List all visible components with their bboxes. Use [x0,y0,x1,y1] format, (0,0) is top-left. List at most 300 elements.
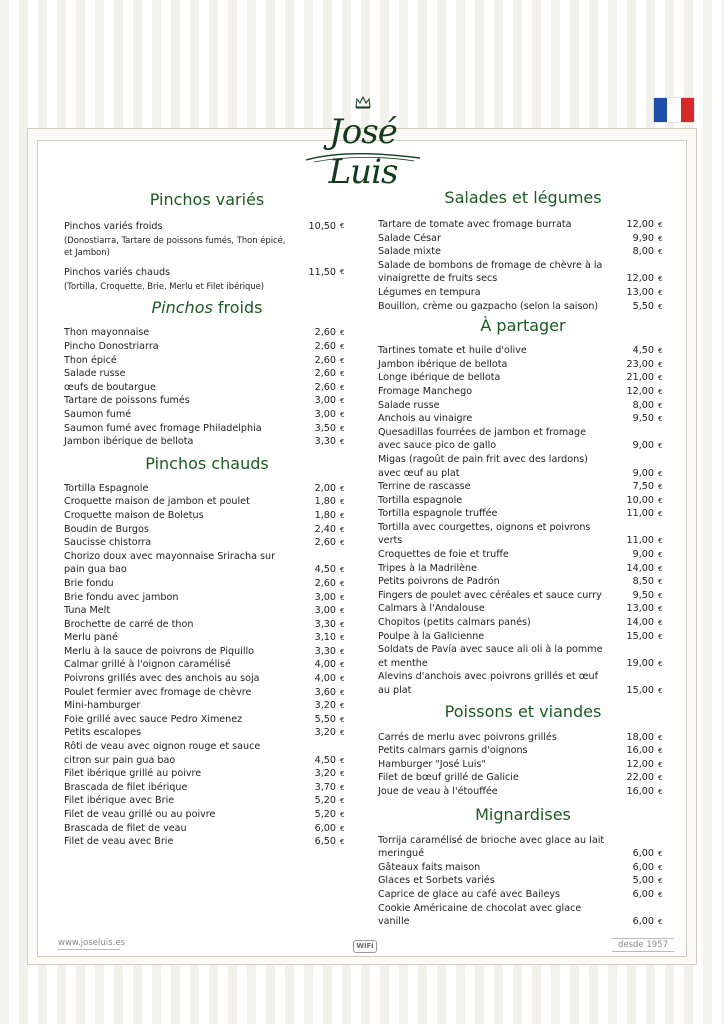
menu-item [378,731,668,745]
menu-item-name: Longe ibérique de bellota [378,372,501,384]
menu-item-price: 6,00 [314,822,336,834]
menu-item-name: Filet ibérique grillé au poivre [64,768,202,780]
section-title-partager: À partager [480,316,566,336]
menu-item-name: Pincho Donostriarra [64,341,159,352]
menu-item [378,426,668,453]
menu-item [64,509,350,523]
menu-item-name: Jambon ibérique de bellota [378,358,508,370]
crown-icon [355,95,371,109]
menu-item [378,385,668,399]
menu-item-name: Brochette de carré de thon [64,618,194,630]
menu-item-name: Saumon fumé avec fromage Philadelphia [64,422,262,434]
euro-symbol: € [658,551,663,560]
menu-item-name: Tartare de tomate avec fromage burrata [378,219,572,230]
menu-item-price: 16,00 [626,785,654,797]
euro-symbol: € [658,632,663,641]
menu-item-price: 4,00 [314,659,336,671]
euro-symbol: € [658,774,663,783]
menu-item-price: 6,00 [632,888,654,900]
menu-item-name: Gâteaux faits maison [378,861,481,873]
euro-symbol: € [658,890,663,899]
menu-item-price: 1,80 [314,509,336,521]
menu-item-price: 3,60 [314,686,336,698]
menu-item-price: 6,00 [632,861,654,873]
menu-item-name: Brascada de filet ibérique [64,781,188,793]
menu-item-price: 11,00 [626,535,654,547]
menu-item-name: Tortilla Espagnole [64,482,149,494]
menu-item-price: 3,30 [314,436,336,448]
menu-item-price: 9,50 [632,589,654,601]
left-column [64,190,350,849]
menu-item-name: Carrés de merlu avec poivrons grillés [378,731,557,743]
menu-item-name: Caprice de glace au café avec Baileys [378,888,561,900]
menu-item-name: Poulpe à la Galicienne [378,630,485,642]
menu-item [64,408,350,422]
menu-item-name: Saucisse chistorra [64,537,152,549]
list-mignardises [378,834,668,929]
menu-item-price: 23,00 [626,358,654,370]
menu-item [378,575,668,589]
euro-symbol: € [658,374,663,383]
menu-item-name: Bouillon, crème ou gazpacho (selon la saison) [378,300,599,312]
euro-symbol: € [340,661,345,670]
menu-item-name: Mini-hamburger [64,700,141,712]
france-flag-icon[interactable] [654,98,694,122]
menu-item [378,399,668,413]
logo-underline-flourish [304,148,422,164]
menu-item-name: Glaces et Sorbets variés [378,875,495,887]
menu-item [64,326,350,340]
euro-symbol: € [658,537,663,546]
menu-item-price: 19,00 [626,657,654,669]
menu-item-name: Quesadillas fourrées de jambon et fromage avec sauce pico de gallo [378,426,587,452]
menu-item-name: Brie fondu avec jambon [64,591,179,603]
title-italic-part: Pinchos [151,298,213,318]
euro-symbol: € [658,469,663,478]
euro-symbol: € [340,715,345,724]
euro-symbol: € [658,578,663,587]
menu-item-name: Petits calmars garnis d'oignons [378,745,528,757]
menu-item [378,562,668,576]
euro-symbol: € [658,605,663,614]
list-pinchos-chauds [64,482,350,849]
section-title-pinchos-froids [64,298,350,318]
menu-item-name: Thon mayonnaise [64,327,150,339]
euro-symbol: € [658,415,663,424]
menu-item-name: Calmars à l'Andalouse [378,603,485,615]
euro-symbol: € [340,438,345,447]
euro-symbol: € [340,607,345,616]
euro-symbol: € [340,620,345,629]
menu-item-price: 14,00 [626,617,654,629]
menu-item-name: Salade russe [378,399,440,411]
menu-item-price: 12,00 [626,273,654,285]
euro-symbol: € [658,275,663,284]
euro-symbol: € [340,729,345,738]
euro-symbol: € [340,484,345,493]
menu-item [64,591,350,605]
menu-item [64,767,350,781]
list-partager [378,344,668,697]
euro-symbol: € [658,221,663,229]
menu-item [378,218,668,232]
menu-item [378,744,668,758]
menu-item-name: Terrine de rascasse [378,481,471,493]
menu-item-price: 9,50 [632,413,654,425]
euro-symbol: € [658,850,663,859]
euro-symbol: € [658,496,663,505]
menu-item [378,453,668,480]
menu-item-name: Alevins d'anchois avec poivrons grillés et œuf au plat [378,671,599,696]
menu-item-name: Tartines tomate et huile d'olive [378,345,527,357]
menu-item-price: 8,00 [632,399,654,411]
menu-item [378,758,668,772]
menu-item-name: Tripes à la Madrilène [378,562,478,574]
menu-item-price: 3,20 [314,727,336,739]
menu-item-price: 5,50 [314,713,336,725]
euro-symbol: € [658,687,663,695]
menu-item [64,713,350,727]
menu-item [378,670,668,697]
euro-symbol: € [658,248,663,257]
menu-item-price: 3,00 [314,605,336,617]
menu-item-price: 3,00 [314,408,336,420]
euro-symbol: € [658,787,663,796]
menu-item [64,381,350,395]
menu-item [378,630,668,644]
euro-symbol: € [658,591,663,600]
menu-item [64,645,350,659]
menu-item-price: 3,10 [314,632,336,644]
menu-item-name: Filet de bœuf grillé de Galicie [378,772,519,784]
flag-stripe-red [681,98,694,122]
menu-item-price: 4,50 [314,564,336,576]
euro-symbol: € [340,675,345,684]
menu-item [378,412,668,426]
menu-item-price: 15,00 [626,685,654,696]
menu-item-name: Pinchos variés chauds [64,267,171,279]
menu-item-name: Cookie Américaine de chocolat avec glace vanille [378,902,582,928]
menu-item [64,604,350,618]
menu-item [64,835,350,849]
euro-symbol: € [340,539,345,548]
menu-item [64,536,350,550]
footer-website-link[interactable]: www.joseluis.es [58,938,125,948]
menu-item [378,874,668,888]
menu-item-name: Fromage Manchego [378,385,473,397]
menu-item [64,367,350,381]
menu-item-price: 9,00 [632,440,654,452]
menu-item [64,523,350,537]
euro-symbol: € [340,824,345,833]
menu-item [378,300,668,314]
euro-symbol: € [340,688,345,697]
euro-symbol: € [658,234,663,243]
section-title-poissons: Poissons et viandes [444,701,602,721]
menu-item [64,266,350,292]
menu-item [378,480,668,494]
menu-item-price: 1,80 [314,496,336,508]
euro-symbol: € [658,483,663,492]
menu-item-name: Tuna Melt [64,605,111,617]
jose-luis-logo [300,92,426,192]
menu-item [378,232,668,246]
euro-symbol: € [340,634,345,643]
menu-item-name: Petits poivrons de Padrón [378,576,500,588]
menu-item-price: 2,60 [314,577,336,589]
menu-item-price: 2,60 [314,368,336,380]
menu-item-price: 4,50 [632,345,654,357]
menu-item [378,494,668,508]
list-pinchos-varies [64,220,350,292]
menu-item-name: Torrija caramélisé de brioche avec glace au lait meringué [378,834,605,860]
menu-item [64,686,350,700]
euro-symbol: € [658,877,663,886]
flag-stripe-blue [654,98,667,122]
euro-symbol: € [658,564,663,573]
menu-item-price: 9,00 [632,467,654,479]
menu-item-price: 13,00 [626,286,654,298]
euro-symbol: € [340,579,345,588]
menu-item [64,781,350,795]
euro-symbol: € [340,811,345,819]
euro-symbol: € [658,760,663,769]
menu-item [378,785,668,799]
menu-item-name: Joue de veau à l'étouffée [378,785,498,797]
menu-item-price: 4,00 [314,673,336,685]
menu-item-name: Jambon ibérique de bellota [64,436,194,448]
menu-item [64,394,350,408]
menu-item-price: 2,60 [314,327,336,339]
menu-item-price: 3,00 [314,395,336,407]
euro-symbol: € [340,268,345,277]
menu-item-price: 9,90 [632,232,654,244]
menu-item [378,286,668,300]
menu-item-price: 16,00 [626,745,654,757]
menu-item-price: 11,00 [626,508,654,520]
menu-item-price: 4,50 [314,754,336,766]
menu-item-price: 2,60 [314,537,336,549]
menu-item-name: Chopitos (petits calmars panés) [378,617,531,629]
list-pinchos-froids [64,326,350,448]
euro-symbol: € [340,525,345,534]
menu-item-name: Croquettes de foie et truffe [378,549,509,561]
euro-symbol: € [340,797,345,806]
menu-item-price: 6,00 [632,916,654,928]
menu-item-price: 2,60 [314,381,336,393]
menu-item [64,808,350,822]
menu-item [378,259,668,286]
menu-item-name: Tortilla espagnole truffée [378,508,498,520]
flag-stripe-white [667,98,680,122]
euro-symbol: € [340,498,345,507]
menu-item [64,631,350,645]
euro-symbol: € [340,343,345,351]
menu-item-name: Rôti de veau avec oignon rouge et sauce citron sur pain gua bao [64,741,261,766]
menu-item [64,726,350,740]
menu-item [64,340,350,354]
menu-item-name: Boudin de Burgos [64,523,149,535]
menu-item-name: Tortilla espagnole [378,494,463,506]
euro-symbol: € [340,647,345,656]
menu-item [64,577,350,591]
menu-item [64,354,350,368]
menu-item-name: Calmar grillé à l'oignon caramélisé [64,659,231,671]
menu-item-name: Pinchos variés froids [64,221,163,232]
menu-item-name: Migas (ragoût de pain frit avec des lardons) avec œuf au plat [378,453,588,479]
wifi-icon: WiFi [353,940,377,953]
menu-item-price: 21,00 [626,372,654,384]
euro-symbol: € [340,838,345,847]
menu-item [64,482,350,496]
menu-item-name: Foie grillé avec sauce Pedro Ximenez [64,713,243,725]
menu-item-price: 2,40 [314,523,336,535]
menu-item [64,740,350,767]
euro-symbol: € [658,619,663,628]
menu-item-price: 8,00 [632,246,654,258]
menu-item [64,435,350,449]
euro-symbol: € [658,442,663,451]
menu-item-price: 22,00 [626,772,654,784]
menu-item-name: Poivrons grillés avec des anchois au soja [64,673,260,685]
menu-item-price: 6,50 [314,836,336,848]
menu-item-name: Merlu pané [64,632,118,644]
euro-symbol: € [340,370,345,379]
euro-symbol: € [340,329,345,338]
menu-item-price: 15,00 [626,630,654,642]
menu-item-price: 5,00 [632,875,654,887]
euro-symbol: € [658,747,663,756]
menu-item-name: œufs de boutargue [64,381,156,393]
menu-item-price: 5,20 [314,795,336,807]
menu-item-price: 3,30 [314,645,336,657]
menu-item [64,794,350,808]
section-title-pinchos-chauds: Pinchos chauds [145,453,269,473]
euro-symbol: € [340,397,345,406]
menu-item-name: Tortilla avec courgettes, oignons et poivrons verts [378,521,591,547]
menu-item-name: Salade César [378,232,441,244]
menu-item-price: 3,20 [314,768,336,780]
menu-item-name: Salade de bombons de fromage de chèvre à la vinaigrette de fruits secs [378,259,603,285]
menu-item-name: Tartare de poissons fumés [64,395,190,407]
menu-item [378,643,668,670]
euro-symbol: € [658,659,663,668]
menu-item [64,822,350,836]
menu-item-name: Salade mixte [378,246,441,258]
menu-item-price: 12,00 [626,385,654,397]
menu-item [64,658,350,672]
menu-item-name: Chorizo doux avec mayonnaise Sriracha sur pain gua bao [64,550,276,576]
section-title-pinchos-varies: Pinchos variés [149,190,265,209]
menu-item-price: 14,00 [626,562,654,574]
menu-item [378,344,668,358]
menu-item [378,616,668,630]
menu-item [64,550,350,577]
menu-item-name: Croquette maison de Boletus [64,509,204,521]
euro-symbol: € [658,510,663,519]
menu-item-price: 13,00 [626,603,654,615]
euro-symbol: € [340,356,345,365]
menu-item-name: Filet de veau avec Brie [64,836,174,848]
menu-item-price: 2,60 [314,354,336,366]
menu-item-price: 3,70 [314,781,336,793]
menu-item [378,771,668,785]
menu-item [378,589,668,603]
menu-item-name: Anchois au vinaigre [378,413,473,425]
menu-item [378,602,668,616]
menu-item [378,902,668,929]
menu-item [64,422,350,436]
menu-item-name: Filet ibérique avec Brie [64,795,175,807]
euro-symbol: € [658,360,663,369]
menu-item-price: 5,20 [314,809,336,820]
euro-symbol: € [340,770,345,779]
euro-symbol: € [340,383,345,392]
menu-item-name: Croquette maison de jambon et poulet [64,496,250,508]
menu-item-price: 12,00 [626,758,654,770]
menu-item-name: Soldats de Pavía avec sauce ali oli à la pomme et menthe [378,644,603,669]
euro-symbol: € [658,347,663,356]
menu-item-price: 3,20 [314,700,336,712]
menu-item-price: 6,00 [632,848,654,860]
menu-item [64,672,350,686]
menu-item [378,358,668,372]
section-title-mignardises: Mignardises [475,804,571,824]
menu-item [378,548,668,562]
menu-item-name: Brie fondu [64,577,114,589]
menu-item-price: 8,50 [632,576,654,588]
menu-item-name: Fingers de poulet avec céréales et sauce curry [378,589,602,601]
euro-symbol: € [340,702,345,711]
menu-item [378,371,668,385]
menu-item [378,834,668,861]
menu-item-price: 3,30 [314,618,336,630]
menu-item [64,618,350,632]
euro-symbol: € [658,733,663,742]
euro-symbol: € [340,424,345,433]
menu-item-price: 7,50 [632,481,654,493]
menu-item-name: Merlu à la sauce de poivrons de Piquillo [64,645,255,657]
menu-item-price: 3,00 [314,591,336,603]
list-poissons [378,731,668,799]
menu-item-name: Thon épicé [64,354,117,366]
euro-symbol: € [658,863,663,872]
menu-item [378,245,668,259]
menu-item-name: Saumon fumé [64,408,132,420]
menu-item-price: 5,50 [632,300,654,312]
footer-since: desde 1957 [612,938,674,952]
euro-symbol: € [658,401,663,410]
euro-symbol: € [658,387,663,396]
menu-item [64,699,350,713]
menu-item [378,861,668,875]
euro-symbol: € [658,918,663,927]
menu-item [378,888,668,902]
euro-symbol: € [340,511,345,520]
title-rest-part: froids [212,298,263,318]
menu-item-price: 2,00 [314,482,336,494]
euro-symbol: € [658,302,663,311]
euro-symbol: € [340,756,345,765]
menu-item-name: Hamburger "José Luis" [378,758,486,770]
euro-symbol: € [340,410,345,419]
menu-item-name: Petits escalopes [64,727,142,739]
menu-item-description: (Donostiarra, Tartare de poissons fumés, Thon épicé, et Jambon) [64,234,286,257]
menu-item-price: 9,00 [632,549,654,561]
menu-item-name: Légumes en tempura [378,286,481,298]
euro-symbol: € [340,593,345,602]
menu-item [64,495,350,509]
